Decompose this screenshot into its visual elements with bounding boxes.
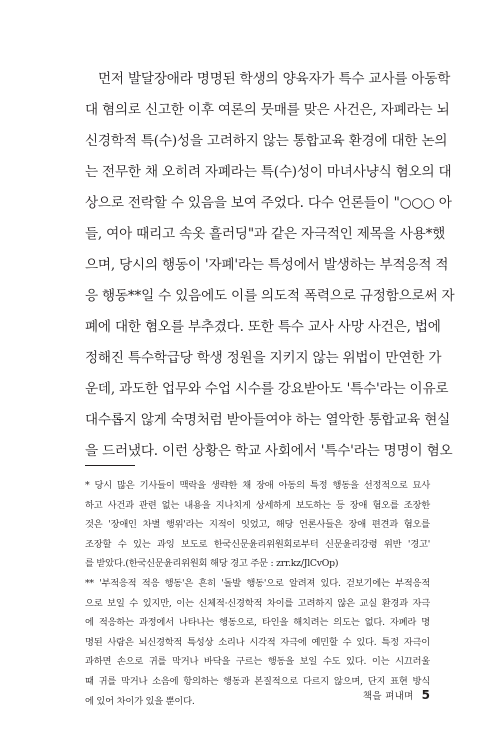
body-line: 들, 여아 때리고 속옷 흘러딩"과 같은 자극적인 제목을 사용*했 [85, 226, 446, 242]
body-line: 는 전무한 채 오히려 자폐라는 특(수)성이 마녀사냥식 혐오의 대 [85, 164, 452, 180]
footnote-line: 를 받았다.(한국신문윤리위원회 해당 경고 주문 : zrr.kz/JlCvOp) [85, 558, 339, 570]
footnote-line: 때 귀를 막거나 소음에 항의하는 행동과 본질적으로 다르지 않으며, 단지 표현 방식 [85, 675, 430, 687]
footnote-line: 으로 보일 수 있지만, 이는 신체적·신경학적 차이를 고려하지 않은 교실 환경과 자극 [85, 597, 430, 609]
footnote-line: 에 적응하는 과정에서 나타나는 행동으로, 타인을 해치려는 의도는 없다. 자폐라 명 [85, 617, 430, 629]
body-line: 정해진 특수학급당 학생 정원을 지키지 않는 위법이 만연한 가 [85, 350, 442, 366]
page-footer [363, 688, 430, 702]
footnote-line: 에 있어 차이가 있을 뿐이다. [85, 695, 195, 707]
footnote-divider [85, 465, 135, 466]
footnotes [85, 476, 430, 711]
page-number: 5 [421, 688, 430, 702]
footnote-line: 조장할 수 있는 과잉 보도로 한국신문윤리위원회로부터 신문윤리강령 위반 '경고' [85, 538, 430, 550]
body-line: 신경학적 특(수)성을 고려하지 않는 통합교육 환경에 대한 논의 [85, 133, 448, 149]
body-line: 응 행동**일 수 있음에도 이를 의도적 폭력으로 규정함으로써 자 [85, 288, 455, 304]
footnote-line: ** '부적응적 적응 행동'은 흔히 '돌발 행동'으로 알려져 있다. 걷보기에는 부적응적 [85, 577, 430, 589]
body-line: 운데, 과도한 업무와 수업 시수를 강요받아도 '특수'라는 이유로 [85, 381, 449, 397]
body-line: 폐에 대한 혐오를 부추겼다. 또한 특수 교사 사망 사건은, 법에 [85, 319, 441, 335]
body-paragraph [85, 64, 455, 467]
footnote-line: 하고 사건과 관련 없는 내용을 지나치게 상세하게 보도하는 등 장애 혐오를 조장한 [85, 499, 430, 511]
body-line: 상으로 전락할 수 있음을 보여 주었다. 다수 언론들이 "○○○ 아 [85, 195, 452, 211]
body-line: 먼저 발달장애라 명명된 학생의 양육자가 특수 교사를 아동학 [98, 71, 451, 87]
footnote-line: 과하면 손으로 귀를 막거나 바닥을 구르는 행동을 보일 수도 있다. 이는 시끄러울 [85, 656, 430, 668]
footnote-line: * 당시 많은 기사들이 맥락을 생략한 채 장애 아동의 특정 행동을 선정적으로 묘사 [85, 480, 430, 491]
footnote-line: 명된 사람은 뇌신경학적 특성상 소리나 시각적 자극에 예민할 수 있다. 특정 자극이 [85, 636, 430, 648]
footnote-line: 것은 '장애인 차별 행위'라는 지적이 잇었고, 해당 언론사들은 장애 편견과 혐오를 [85, 519, 430, 531]
body-line: 으며, 당시의 행동이 '자폐'라는 특성에서 발생하는 부적응적 적 [85, 257, 449, 273]
running-head: 책을 펴내며 [362, 691, 414, 702]
body-line: 을 드러냈다. 이런 상황은 학교 사회에서 '특수'라는 명명이 혐오 [85, 443, 453, 459]
body-line: 대수롭지 않게 숙명처럼 받아들여야 하는 열악한 통합교육 현실 [85, 412, 451, 428]
body-line: 대 혐의로 신고한 이후 여론의 뭇매를 맞은 사건은, 자폐라는 뇌 [85, 102, 450, 118]
